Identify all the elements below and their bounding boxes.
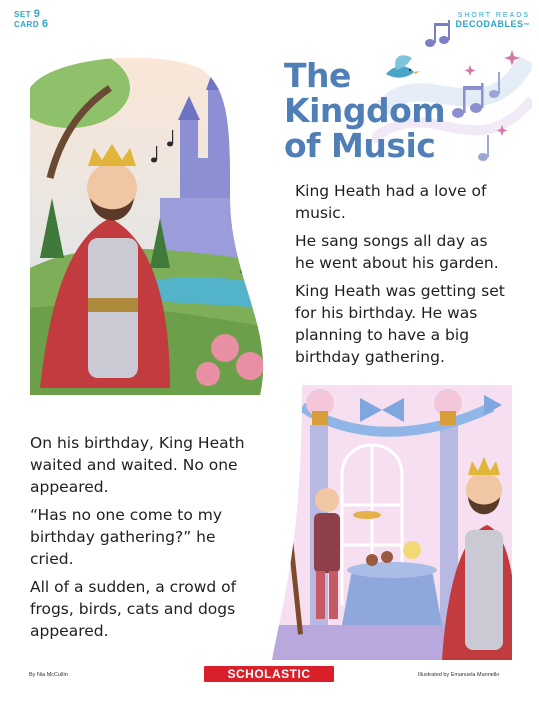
- king-garden-illustration: [30, 48, 275, 395]
- story-top: [295, 180, 510, 374]
- publisher-logo: SCHOLASTIC: [204, 666, 334, 682]
- story-paragraph: All of a sudden, a crowd of frogs, birds, cats and dogs appeared.: [30, 578, 237, 640]
- story-paragraph: He sang songs all day as he went about his garden.: [295, 232, 499, 272]
- story-paragraph: “Has no one come to my birthday gathering?” he cried.: [30, 506, 223, 568]
- author-credit: By Nia McCullin: [29, 672, 68, 678]
- title-line1: The: [284, 56, 351, 95]
- title-line3: of Music: [284, 126, 436, 165]
- story-bottom: [30, 432, 250, 648]
- birthday-party-illustration: [272, 385, 512, 660]
- card-number: 6: [41, 18, 49, 30]
- set-number: 9: [33, 8, 41, 20]
- story-paragraph: King Heath was getting set for his birthday. He was planning to have a big birthday gathering.: [295, 282, 505, 366]
- card-label: [14, 8, 48, 30]
- story-paragraph: King Heath had a love of music.: [295, 182, 487, 222]
- music-note-icon: [425, 20, 450, 47]
- story-paragraph: On his birthday, King Heath waited and waited. No one appeared.: [30, 434, 245, 496]
- set-label: SET: [14, 10, 32, 19]
- trademark-mark: ™: [523, 23, 530, 29]
- series-line2: DECODABLES: [455, 19, 524, 29]
- illustrator-credit: Illustrated by Emanuela Mannello: [418, 672, 500, 678]
- page-title: [284, 58, 445, 163]
- series-line1: SHORT READS: [457, 12, 530, 19]
- card-label-text: CARD: [14, 20, 40, 29]
- title-line2: Kingdom: [284, 91, 446, 130]
